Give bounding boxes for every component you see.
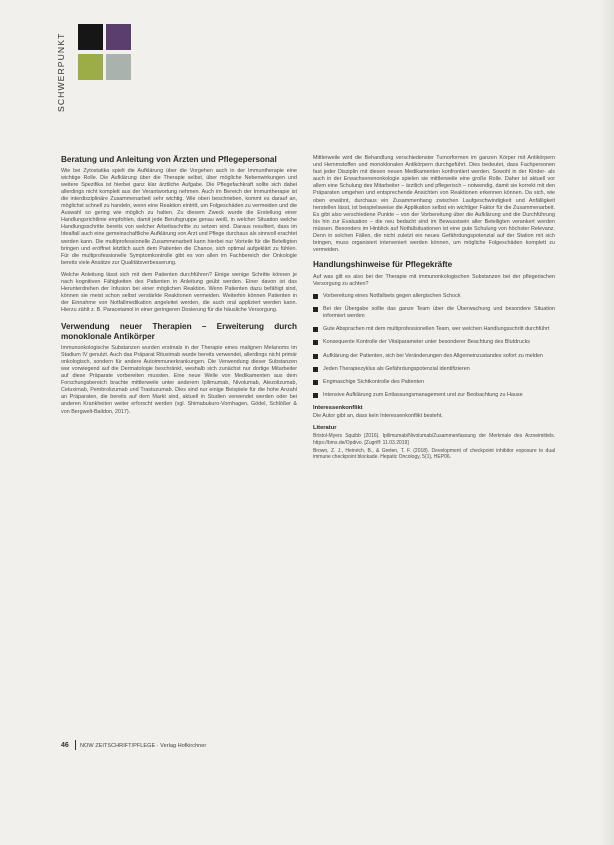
- bullet-square-icon: [313, 367, 318, 372]
- page-number: 46: [61, 742, 69, 749]
- logo-square-green: [78, 54, 103, 80]
- footer-publication: NOW ZEITSCHRIFT/PFLEGE · Verlag Hofkirchner: [80, 743, 207, 749]
- paragraph-intro: Auf was gilt es also bei der Therapie mit immunonkologischen Substanzen bei der pflegerischen Versorgung zu achten?: [313, 273, 555, 287]
- left-column: [61, 155, 297, 421]
- literature-entry: Bristol-Myers Squibb (2016). Ipilimumab/Nivolumab/Zusammenfassung der Merkmale des Arzneimittels. https://bms.de/Opdivo. [Zugriff: 11.03.2019]: [313, 433, 555, 446]
- paragraph-beratung-2: Welche Anleitung lässt sich mit dem Patienten durchführen? Einige wenige Schritte können je nach kognitiven Fähigkeiten des Patienten in Anleitung geübt werden. Einer davon ist das Herunterdrehen der Infusion bei einer möglichen Reaktion. Wenn Patienten dazu befähigt sind, können sie meist schon selbst verstärkte Reaktionen vermeiden. Weiterhin können Patienten in der Einnahme von Notfallmedikation angeleitet werden, die auch oral appliziert werden kann. Hierzu zählt z. B. Paracetamol in einer geringeren Dosierung für die häusliche Versorgung.: [61, 271, 297, 314]
- heading-beratung: Beratung und Anleitung von Ärzten und Pflegepersonal: [61, 155, 277, 164]
- list-item-text: Intensive Aufklärung zum Entlassungsmanagement und zur Beobachtung zu Hause: [323, 391, 523, 398]
- heading-interessenkonflikt: Interessenkonflikt: [313, 404, 363, 411]
- section-logo: [78, 24, 130, 80]
- paragraph-mittlerweile: Mittlerweile wird die Behandlung verschiedenster Tumorformen im ganzen Körper mit Antikörpern und Hemmstoffen und monoklonalen Antikörpern durchgeführt. Dies bedeutet, dass Fachpersonen fast jeder Disziplin mit diesen neuen Medikamenten konfrontiert werden. Sowohl in der Kinder- als auch in der Erwachsenenonkologie spielen sie mittlerweile eine große Rolle. Daher ist aktuell vor allem eine Schulung des Mitarbeiter – ärztlich und pflegerisch – notwendig, damit sie korrekt mit den Präparaten umgehen und entsprechende Ansichten von Reaktionen erkennen können. Da sich, wie oben erwähnt, durchaus ein Zusammenhang zwischen Laufgeschwindigkeit und Anfälligkeit herstellen lässt, ist beispielsweise die Applikation selbst ein wichtiger Faktor für die Zusammenarbeit. Es gibt also verschiedene Punkte – von der Vorbereitung über die Aufklärung und die Durchführung bis hin zur Evaluation – die neu bedacht sind im Bewusstsein aller Beteiligten verankert werden müssen. Besonders im Hinblick auf Notfallsituationen ist eine gute Schulung von höchster Relevanz. Denn in solchen Fällen, die nicht zuletzt ein neues Gefährdungspotenzial auf der Station mit sich bringen, muss organisiert interveniert werden können, um mögliche Folgeschäden komplett zu vermeiden.: [313, 155, 555, 254]
- list-item: [313, 379, 555, 386]
- list-item-text: Vorbereitung eines Notfallsets gegen allergischen Schock: [323, 293, 461, 300]
- paragraph-beratung-1: Wie bei Zytostatika spielt die Aufklärung über die Vorgehen auch in der Immuntherapie eine wichtige Rolle. Die Aufklärung über die Therapie selbst, über mögliche Nebenwirkungen und weitere Spezifika ist hierbei ganz klar ärztliche Aufgabe. Die Pflegefachkraft sollte sich dabei allerdings nicht komplett aus der Verantwortung nehmen. Auch im Bereich der Immuntherapie ist die interdisziplinäre Zusammenarbeit sehr wichtig. Wie oben beschrieben, kommt es darauf an, möglichst schnell zu handeln, wenn eine Reaktion eintritt, um Folgeschäden zu vermeiden und die Auswahl so gering wie möglich zu halten. Zu diesem Zweck wurde die Erstellung einer Handlungsrichtlinie empfohlen, damit jede Berufsgruppe genau weiß, in welcher Situation welche Handlungsschritte bereits von welcher Arbeitsschritte zu setzen sind. Daraus resultiert, dass im Idealfall auch eine gemeinschaftliche Aufklärung von Arzt und Pflege durchaus als sinnvoll erachtet werden kann. Die multiprofessionelle Zusammenarbeit kann hierbei nur Vorteile für die Beteiligten bringen und eröffnet letztlich auch dem Patienten die Chance, sich optimal aufgeklärt zu fühlen. Für die multiprofessionelle Symptomkontrolle gibt es von allen im Fachbereich der Onkologie bereits viele Ansätze zur Qualitätsverbesserung.: [61, 167, 297, 266]
- footer-divider: [75, 740, 76, 750]
- list-item-text: Aufklärung der Patienten, sich bei Veränderungen des Allgemeinzustandes sofort zu melden: [323, 352, 543, 359]
- literature-entry: Brown, Z. J., Heinrich, B., & Greten, T. F. (2018). Development of checkpoint inhibitor exposure to dual immune checkpoint blockade. Hepatic Oncology, 5(1), HEP06.: [313, 448, 555, 461]
- right-column: [313, 155, 555, 463]
- handlungshinweise-list: [313, 293, 555, 399]
- list-item-text: Bei der Übergabe sollte das ganze Team über die Überwachung und besondere Situation informiert werden: [323, 306, 555, 320]
- logo-square-black: [78, 24, 103, 50]
- bullet-square-icon: [313, 354, 318, 359]
- list-item-text: Jeden Therapiezyklus als Gefährdungspotenzial identifizieren: [323, 365, 470, 372]
- list-item-text: Konsequente Kontrolle der Vitalparameter unter besonderer Beachtung des Blutdrucks: [323, 339, 530, 346]
- paragraph-interessenkonflikt: Die Autor gibt an, dass kein Interessenkonflikt besteht.: [313, 413, 443, 420]
- list-item: [313, 366, 555, 373]
- list-item: [313, 293, 555, 300]
- list-item-text: Engmaschige Sichtkontrolle des Patienten: [323, 378, 424, 385]
- heading-handlungshinweise: Handlungshinweise für Pflegekräfte: [313, 260, 453, 270]
- list-item: [313, 339, 555, 346]
- bullet-square-icon: [313, 294, 318, 299]
- list-item: [313, 353, 555, 360]
- paragraph-neue-therapien: Immunonkologische Substanzen wurden erstmals in der Therapie eines malignen Melanoms im Stadium IV genutzt. Auch das Präparat Rituximab wurde bereits verwendet, allerdings nicht primär onkologisch, sondern für andere Autoimmunerkrankungen. Die Verwendung dieser Substanzen war vorwiegend auf die Dermatologie beschränkt, weshalb sich zunächst nur dortige Mitarbeiter auf diese Präparate vorbereiten mussten. Eine neue Welle von Medikamenten aus dem Forschungsbereich brachte mittlerweile unter anderem Ipilimumab, Nivolumab, Atezolizumab, Cetuximab, Pembrolizumab und Trastuzumab. Dies sind nur einige Beispiele für die hohe Anzahl an Präparaten, die bereits auf dem Markt sind, aktuell in Studien verwendet werden oder bei anderen Krankheiten weiter erforscht werden (vgl. Shimabukuro-Vornhagen, Gödel, Schlößer & von Bergwelt-Baildon, 2017).: [61, 344, 297, 415]
- section-label: SCHWERPUNKT: [56, 32, 66, 112]
- heading-literatur: Literatur: [313, 425, 337, 432]
- bullet-square-icon: [313, 327, 318, 332]
- logo-square-grey: [106, 54, 131, 80]
- logo-square-purple: [106, 24, 131, 50]
- heading-neue-therapien: Verwendung neuer Therapien – Erweiterung durch monoklonale Antikörper: [61, 322, 297, 342]
- list-item: [313, 306, 555, 320]
- list-item: [313, 392, 555, 399]
- list-item-text: Gute Absprachen mit dem multiprofessionellen Team, wer welchen Handlungsschritt durchführt: [323, 326, 550, 333]
- bullet-square-icon: [313, 307, 318, 312]
- scan-edge-shadow: [600, 0, 614, 845]
- bullet-square-icon: [313, 393, 318, 398]
- bullet-square-icon: [313, 380, 318, 385]
- list-item: [313, 326, 555, 333]
- bullet-square-icon: [313, 340, 318, 345]
